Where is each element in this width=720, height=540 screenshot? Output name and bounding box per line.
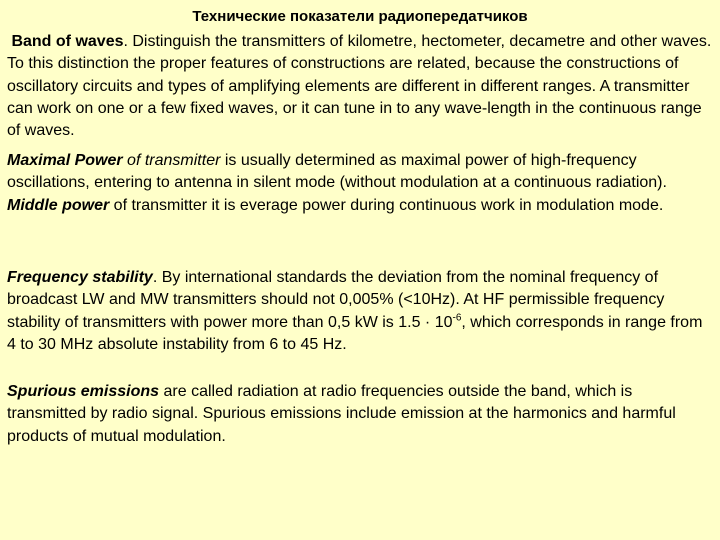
exponent: -6 (452, 312, 462, 324)
term-maximal-power: Maximal Power (7, 152, 123, 169)
paragraph-frequency-stability (7, 267, 715, 356)
term-spurious-emissions: Spurious emissions (7, 383, 160, 400)
term-of-transmitter: of transmitter (122, 152, 221, 169)
paragraph-text: are called radiation at radio frequencies outside the band, which is transmitted by radio signal. Spurious emissions include emission at the harmonics and harmful products of mutual modulation. (7, 383, 676, 445)
paragraph-text: is usually determined as maximal power of high-frequency oscillations, entering to antenna in silent mode (without modulation at a continuous radiation). (7, 152, 667, 192)
paragraph-text: , which corresponds in range from 4 to 30 MHz absolute instability from 6 to 45 Hz. (7, 313, 703, 353)
slide-title: Технические показатели радиопередатчиков (192, 8, 528, 25)
term-band-of-waves: Band of waves (11, 33, 124, 50)
paragraph-band-of-waves (7, 31, 715, 142)
paragraph-text: . Distinguish the transmitters of kilometre, hectometer, decametre and other waves. To this distinction the proper features of constructions are related, because the constructions of oscillatory circuits and types of amplifying elements are different in different ranges. A transmitter can work on one or a few fixed waves, or it can tune in to any wave-length in the continuous range of waves. (7, 33, 712, 140)
paragraph-text: . By international standards the deviation from the nominal frequency of broadcast LW and MW transmitters should not 0,005% (<10Hz). At HF permissible frequency stability of transmitters with power more than 0,5 kW is 1.5 · 10 (7, 269, 665, 331)
paragraph-spurious-emissions (7, 381, 715, 448)
paragraph-text: of transmitter it is everage power during continuous work in modulation mode. (109, 196, 664, 214)
term-middle-power: Middle power (7, 196, 110, 214)
term-frequency-stability: Frequency stability (7, 269, 153, 286)
paragraph-maximal-power (7, 150, 715, 217)
